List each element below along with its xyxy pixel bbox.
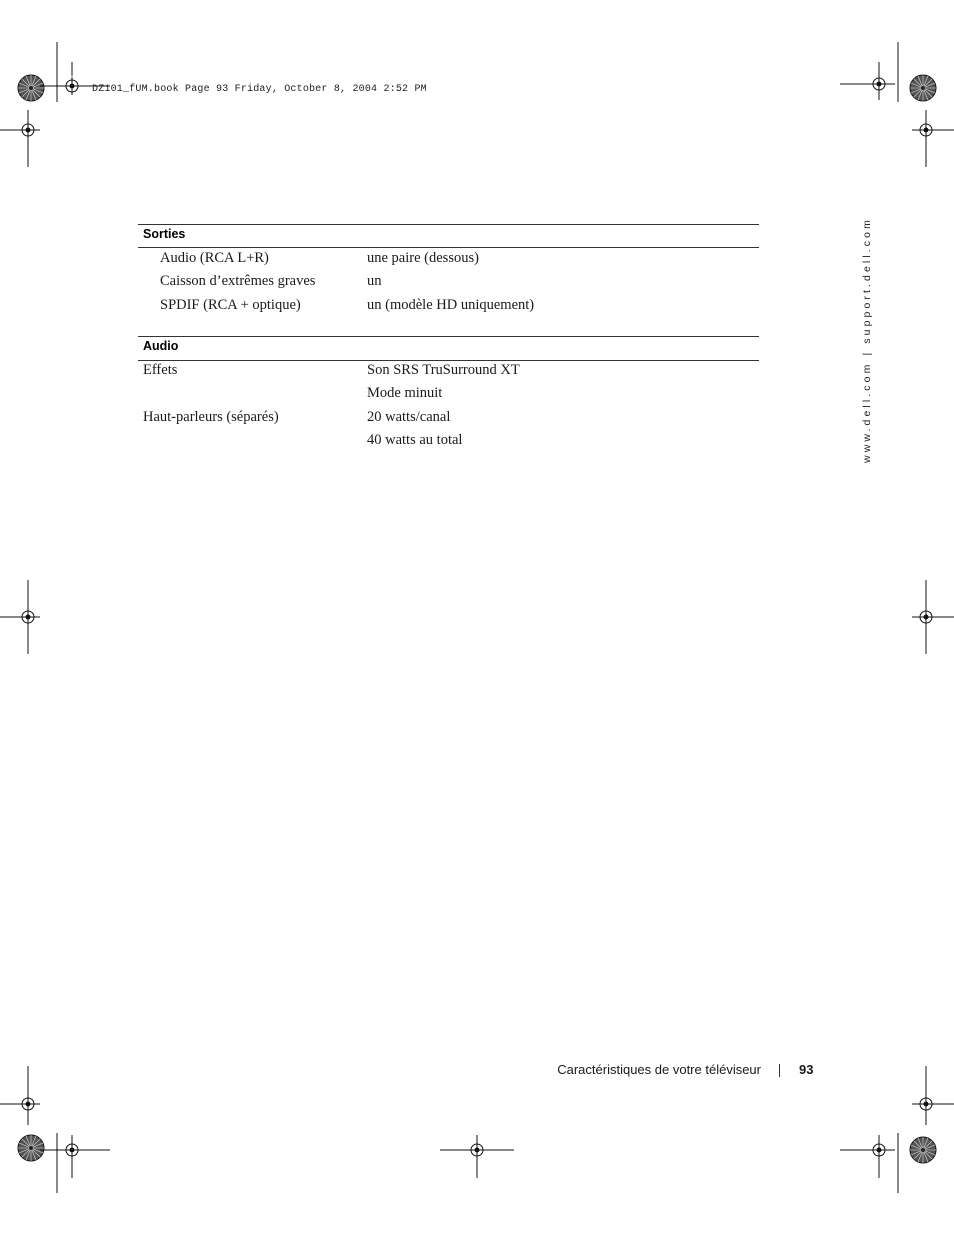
spec-value: un (modèle HD uniquement) (367, 297, 535, 313)
spec-value: 20 watts/canal (367, 409, 451, 425)
spec-value: une paire (dessous) (367, 250, 479, 266)
spec-label: Audio (RCA L+R) (160, 250, 269, 266)
starburst-mark-bottom-right (910, 1137, 936, 1163)
side-url-text: www.dell.com | support.dell.com (861, 217, 873, 463)
section-top-rule (138, 224, 759, 225)
spec-value: Son SRS TruSurround XT (367, 362, 520, 378)
page-number: 93 (799, 1062, 814, 1077)
section-top-rule (138, 336, 759, 337)
print-header: DZ101_fUM.book Page 93 Friday, October 8, 2004 2:52 PM (92, 84, 427, 95)
spec-value: un (367, 273, 382, 289)
starburst-mark-bottom-left (18, 1135, 44, 1161)
spec-label: Effets (143, 362, 178, 378)
section-heading-rule (138, 247, 759, 248)
spec-section-audio (138, 336, 759, 461)
spec-value: Mode minuit (367, 385, 443, 401)
spec-section-sorties (138, 224, 759, 324)
starburst-mark-top-right (910, 75, 936, 101)
spec-label: SPDIF (RCA + optique) (160, 297, 301, 313)
footer-chapter-title: Caractéristiques de votre téléviseur (557, 1062, 761, 1077)
spec-label: Haut-parleurs (séparés) (143, 409, 279, 425)
section-heading: Audio (143, 339, 179, 353)
starburst-mark-top-left (18, 75, 44, 101)
side-url (858, 217, 876, 463)
section-heading-rule (138, 360, 759, 361)
footer-separator (779, 1064, 780, 1077)
spec-label: Caisson d’extrêmes graves (160, 273, 316, 289)
spec-value: 40 watts au total (367, 432, 463, 448)
section-heading: Sorties (143, 227, 186, 241)
